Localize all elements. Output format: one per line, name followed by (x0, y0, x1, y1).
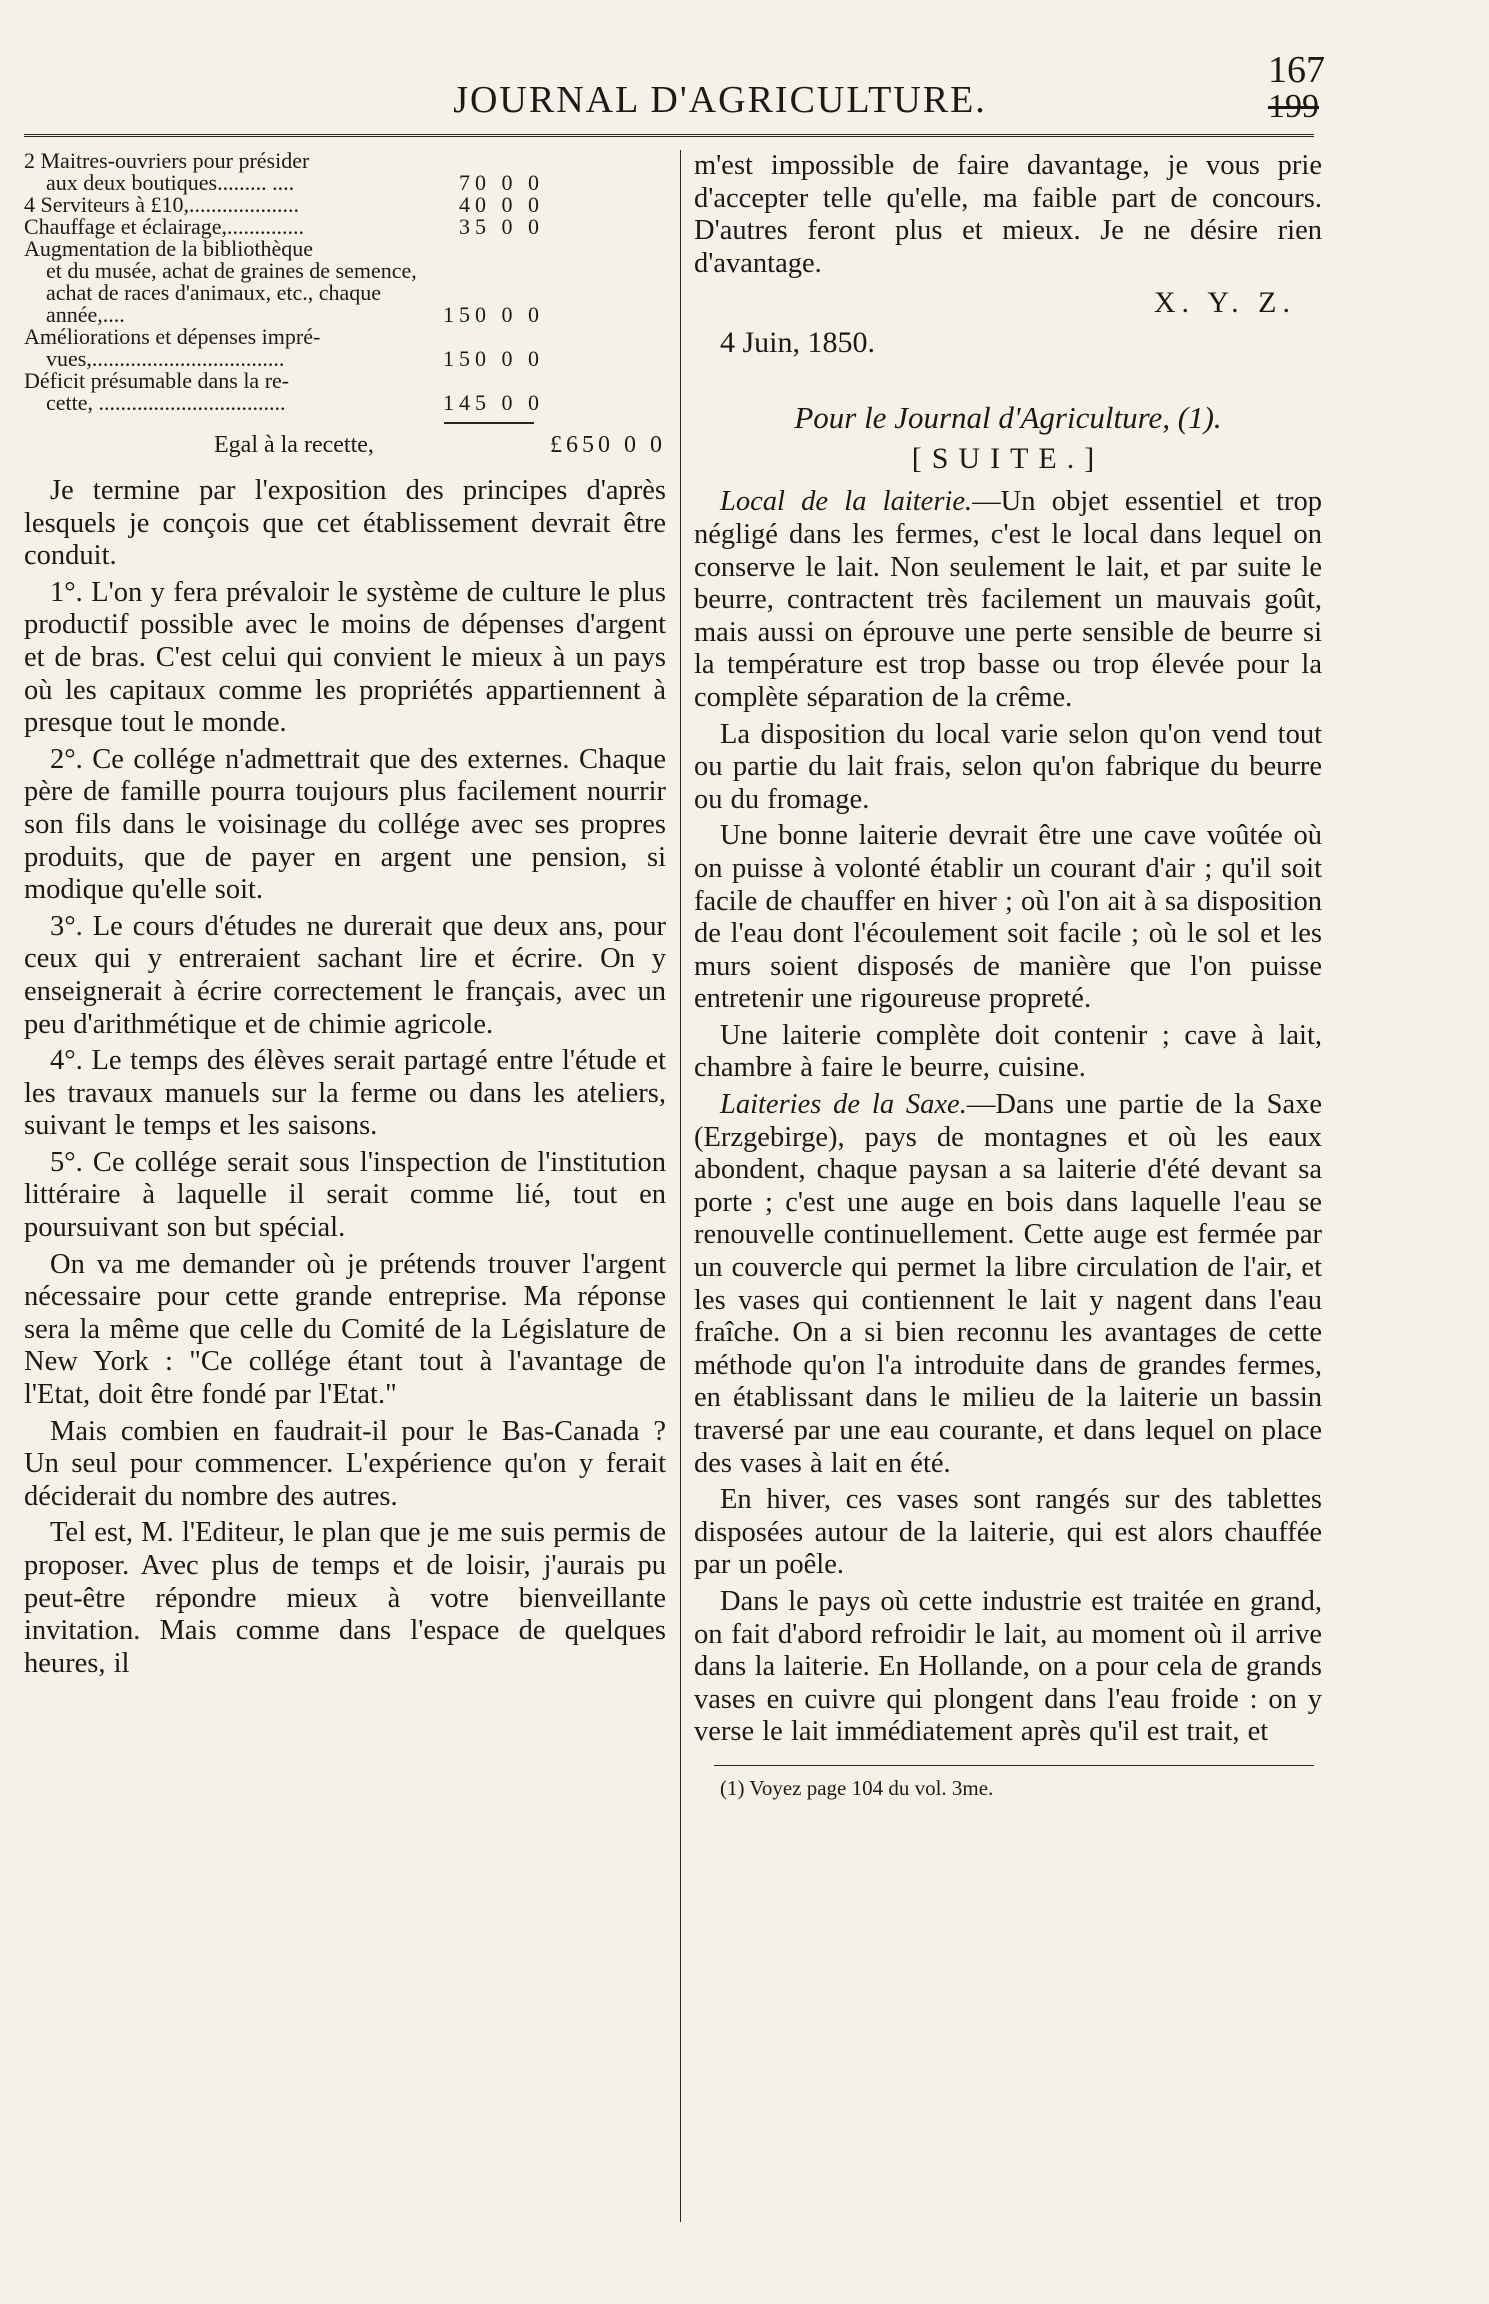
footnote: (1) Voyez page 104 du vol. 3me. (720, 1775, 994, 1800)
footnote-rule (714, 1765, 1314, 1766)
left-column (24, 150, 666, 1684)
total-label: Egal à la recette, (214, 432, 374, 458)
paragraph: En hiver, ces vases sont rangés sur des tablettes disposées autour de la laiterie, qui est alors chauffée par un poêle. (694, 1484, 1322, 1581)
paragraph: Tel est, M. l'Editeur, le plan que je me suis permis de proposer. Avec plus de temps et de loisir, j'aurais pu peut-être répondre mieux à votre bienveillante invitation. Mais comme dans l'espace de quelques heures, il (24, 1517, 666, 1679)
journal-title: JOURNAL D'AGRICULTURE. (453, 79, 987, 121)
budget-row: Augmentation de la bibliothèque et du musée, achat de graines de semence, achat de races d'animaux, etc., chaque année,.... 150 0 0 (24, 236, 544, 327)
paragraph: Laiteries de la Saxe.—Dans une partie de la Saxe (Erzgebirge), pays de montagnes et où les eaux abondent, chaque paysan a sa laiterie d'été devant sa porte ; c'est une auge en bois dans laquelle l'eau se renouvelle continuellement. Cette auge est fermée par un couvercle qui permet la libre circulation de l'air, et les vases qui contiennent le lait y nagent dans l'eau fraîche. On a si bien reconnu les avantages de cette méthode qu'on l'a introduite dans de grandes fermes, en établissant dans le milieu de la laiterie un bassin traversé par une eau courante, et dans lequel on place des vases à lait en été. (694, 1089, 1322, 1479)
budget-amount: 40 0 0 (459, 192, 544, 217)
total-amount: £650 0 0 (550, 432, 666, 458)
budget-row: 2 Maitres-ouvriers pour présider aux deux boutiques......... .... 70 0 0 (24, 148, 544, 195)
paragraph: La disposition du local varie selon qu'on vend tout ou partie du lait frais, selon qu'on fabrique du beurre ou du fromage. (694, 718, 1322, 815)
budget-row: Déficit présumable dans la re- cette, .................................. 145 0 0 (24, 368, 544, 415)
budget-table (24, 150, 544, 414)
paragraph: 1°. L'on y fera prévaloir le système de culture le plus productif possible avec le moins de dépenses d'argent et de bras. C'est celui qui convient le mieux à un pays où les capitaux comme les propriétés appartiennent à presque tout le monde. (24, 576, 666, 739)
budget-amount: 35 0 0 (459, 214, 544, 239)
right-column (694, 150, 1322, 1801)
paragraph: 2°. Ce collége n'admettrait que des externes. Chaque père de famille pourra toujours plus facilement nourrir son fils dans le voisinage du collége avec ses propres produits, que de payer en argent une pension, si modique qu'elle soit. (24, 743, 666, 906)
subheading: Laiteries de la Saxe. (720, 1089, 967, 1121)
section-title: Pour le Journal d'Agriculture, (1). (794, 400, 1222, 436)
paragraph: Je termine par l'exposition des principes d'après lesquels je conçois que cet établissement devrait être conduit. (24, 475, 666, 572)
paragraph: Local de la laiterie.—Un objet essentiel et trop négligé dans les fermes, c'est le local dans lequel on conserve le lait. Non seulement le lait, et par suite le beurre, contractent très facilement un mauvais goût, mais aussi on éprouve une perte sensible de beurre si la température est trop basse ou trop élevée pour la complète séparation de la crême. (694, 486, 1322, 713)
budget-row: Chauffage et éclairage,.............. 35 0 0 (24, 214, 544, 239)
budget-amount: 145 0 0 (443, 390, 544, 415)
budget-amount: 150 0 0 (443, 302, 544, 327)
paragraph: Une laiterie complète doit contenir ; cave à lait, chambre à faire le beurre, cuisine. (694, 1019, 1322, 1084)
subheading: Local de la laiterie. (720, 486, 973, 518)
letter-date: 4 Juin, 1850. (720, 326, 876, 360)
printed-page-number: 199 (1268, 88, 1319, 125)
paragraph: m'est impossible de faire davantage, je vous prie d'accepter telle qu'elle, ma faible part de concours. D'autres feront plus et mieux. Je ne désire rien d'avantage. (694, 150, 1322, 279)
page-header (0, 49, 1489, 138)
paragraph: 4°. Le temps des élèves serait partagé entre l'étude et les travaux manuels sur la ferme ou dans les ateliers, suivant le temps et les saisons. (24, 1045, 666, 1142)
budget-row: 4 Serviteurs à £10,.................... 40 0 0 (24, 192, 544, 217)
handwritten-page-number: 167 (1268, 49, 1325, 91)
paragraph: On va me demander où je prétends trouver l'argent nécessaire pour cette grande entreprise. Ma réponse sera la même que celle du Comité de la Législature de New York : "Ce collége étant tout à l'avantage de l'Etat, doit être fondé par l'Etat." (24, 1248, 666, 1411)
column-divider (680, 150, 681, 2222)
header-rule (24, 134, 1314, 137)
suite-label: [SUITE.] (911, 442, 1105, 476)
paragraph: Mais combien en faudrait-il pour le Bas-Canada ? Un seul pour commencer. L'expérience qu'on y ferait déciderait du nombre des autres. (24, 1415, 666, 1512)
budget-amount: 70 0 0 (459, 170, 544, 195)
paragraph: 3°. Le cours d'études ne durerait que deux ans, pour ceux qui y entreraient sachant lire et écrire. On y enseignerait à écrire correctement le français, avec un peu d'arithmétique et de chimie agricole. (24, 910, 666, 1040)
budget-total (24, 432, 666, 459)
paragraph: Dans le pays où cette industrie est traitée en grand, on fait d'abord refroidir le lait, au moment où il arrive dans la laiterie. En Hollande, on a pour cela de grands vases en cuivre qui plongent dans l'eau froide : on y verse le lait immédiatement après qu'il est trait, et (694, 1585, 1322, 1748)
budget-amount: 150 0 0 (443, 346, 544, 371)
paragraph: Une bonne laiterie devrait être une cave voûtée où on puisse à volonté établir un courant d'air ; qu'il soit facile de chauffer en hiver ; où l'on ait à sa disposition de l'eau dont l'écoulement soit facile ; où le sol et les murs soient disposés de manière que l'on puisse entretenir une rigoureuse propreté. (694, 820, 1322, 1015)
budget-sum-rule (444, 422, 534, 424)
signature: X. Y. Z. (1153, 286, 1296, 320)
budget-row: Améliorations et dépenses impré- vues,................................... 150 0 0 (24, 324, 544, 371)
paragraph: 5°. Ce collége serait sous l'inspection de l'institution littéraire à laquelle il serait comme lié, tout en poursuivant son but spécial. (24, 1146, 666, 1244)
